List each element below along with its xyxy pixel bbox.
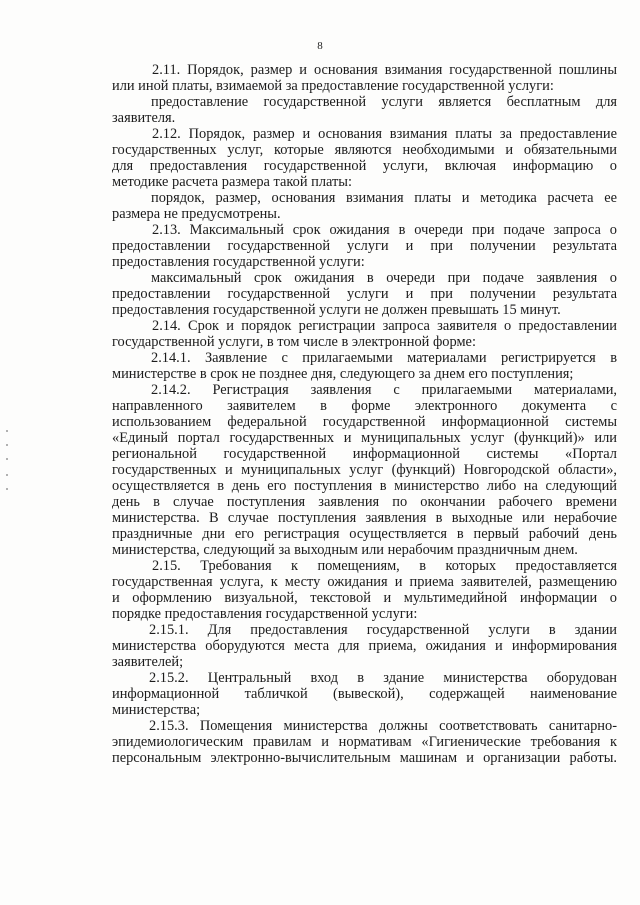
text-line: размера не предусмотрены. bbox=[112, 206, 281, 222]
page-number: 8 bbox=[317, 40, 323, 52]
text-line: предоставлении государственной услуги и при получении результата bbox=[112, 286, 617, 302]
text-line: 2.14.2. Регистрация заявления с прилагаемыми материалами, bbox=[151, 382, 617, 398]
text-line: государственных услуг, которые являются необходимыми и обязательными bbox=[112, 142, 617, 158]
text-line: заявителя. bbox=[112, 110, 176, 126]
text-line: праздничные дни его регистрация осуществляется в первый рабочий день bbox=[112, 526, 617, 542]
text-line: государственных и муниципальных услуг (функций) Новгородской области», bbox=[112, 462, 617, 478]
text-line: предоставления государственной услуги не должен превышать 15 минут. bbox=[112, 302, 561, 318]
text-line: министерства; bbox=[112, 702, 201, 718]
text-line: использованием федеральной государственной информационной системы bbox=[112, 414, 617, 430]
text-line: методике расчета размера такой платы: bbox=[112, 174, 352, 190]
text-line: региональной государственной информационной системы «Портал bbox=[112, 446, 617, 462]
text-line: «Единый портал государственных и муниципальных услуг (функций)» или bbox=[112, 430, 617, 446]
text-line: 2.15. Требования к помещениям, в которых предоставляется bbox=[152, 558, 617, 574]
text-line: заявителей; bbox=[112, 654, 184, 670]
text-line: 2.13. Максимальный срок ожидания в очереди при подаче запроса о bbox=[152, 222, 617, 238]
text-line: и оформлению визуальной, текстовой и мультимедийной информации о bbox=[112, 590, 617, 606]
text-line: максимальный срок ожидания в очереди при подаче заявления о bbox=[151, 270, 617, 286]
text-line: 2.15.2. Центральный вход в здание министерства оборудован bbox=[149, 670, 617, 686]
text-line: 2.15.1. Для предоставления государственной услуги в здании bbox=[149, 622, 617, 638]
text-line: предоставления государственной услуги: bbox=[112, 254, 365, 270]
text-line: 2.14.1. Заявление с прилагаемыми материалами регистрируется в bbox=[151, 350, 617, 366]
text-line: 2.11. Порядок, размер и основания взимания государственной пошлины bbox=[152, 62, 617, 78]
text-line: эпидемиологическим правилам и нормативам «Гигиенические требования к bbox=[112, 734, 617, 750]
text-line: для предоставления государственной услуги, включая информацию о bbox=[112, 158, 617, 174]
text-line: 2.15.3. Помещения министерства должны соответствовать санитарно- bbox=[149, 718, 617, 734]
text-line: персональным электронно-вычислительным машинам и организации работы. bbox=[112, 750, 617, 766]
text-line: осуществляется в день его поступления в министерство либо на следующий bbox=[112, 478, 617, 494]
text-line: государственная услуга, к месту ожидания и приема заявителей, размещению bbox=[112, 574, 617, 590]
scan-specks bbox=[6, 430, 10, 490]
text-line: день в случае поступления заявления по окончании рабочего времени bbox=[112, 494, 617, 510]
text-line: порядке предоставления государственной услуги: bbox=[112, 606, 418, 622]
text-line: 2.14. Срок и порядок регистрации запроса заявителя о предоставлении bbox=[152, 318, 617, 334]
text-line: государственной услуги, в том числе в электронной форме: bbox=[112, 334, 476, 350]
document-body bbox=[112, 62, 617, 766]
text-line: министерства, следующий за выходным или нерабочим праздничным днем. bbox=[112, 542, 578, 558]
text-line: министерства. В случае поступления заявления в выходные или нерабочие bbox=[112, 510, 617, 526]
text-line: или иной платы, взимаемой за предоставление государственной услуги: bbox=[112, 78, 554, 94]
text-line: министерства оборудуются места для приема, ожидания и информирования bbox=[112, 638, 617, 654]
text-line: предоставление государственной услуги является бесплатным для bbox=[151, 94, 617, 110]
text-line: информационной табличкой (вывеской), содержащей наименование bbox=[112, 686, 617, 702]
text-line: предоставлении государственной услуги и при получении результата bbox=[112, 238, 617, 254]
text-line: 2.12. Порядок, размер и основания взимания платы за предоставление bbox=[152, 126, 617, 142]
text-line: министерстве в срок не позднее дня, следующего за днем его поступления; bbox=[112, 366, 574, 382]
text-line: направленного заявителем в форме электронного документа с bbox=[112, 398, 617, 414]
text-line: порядок, размер, основания взимания платы и методика расчета ее bbox=[151, 190, 617, 206]
